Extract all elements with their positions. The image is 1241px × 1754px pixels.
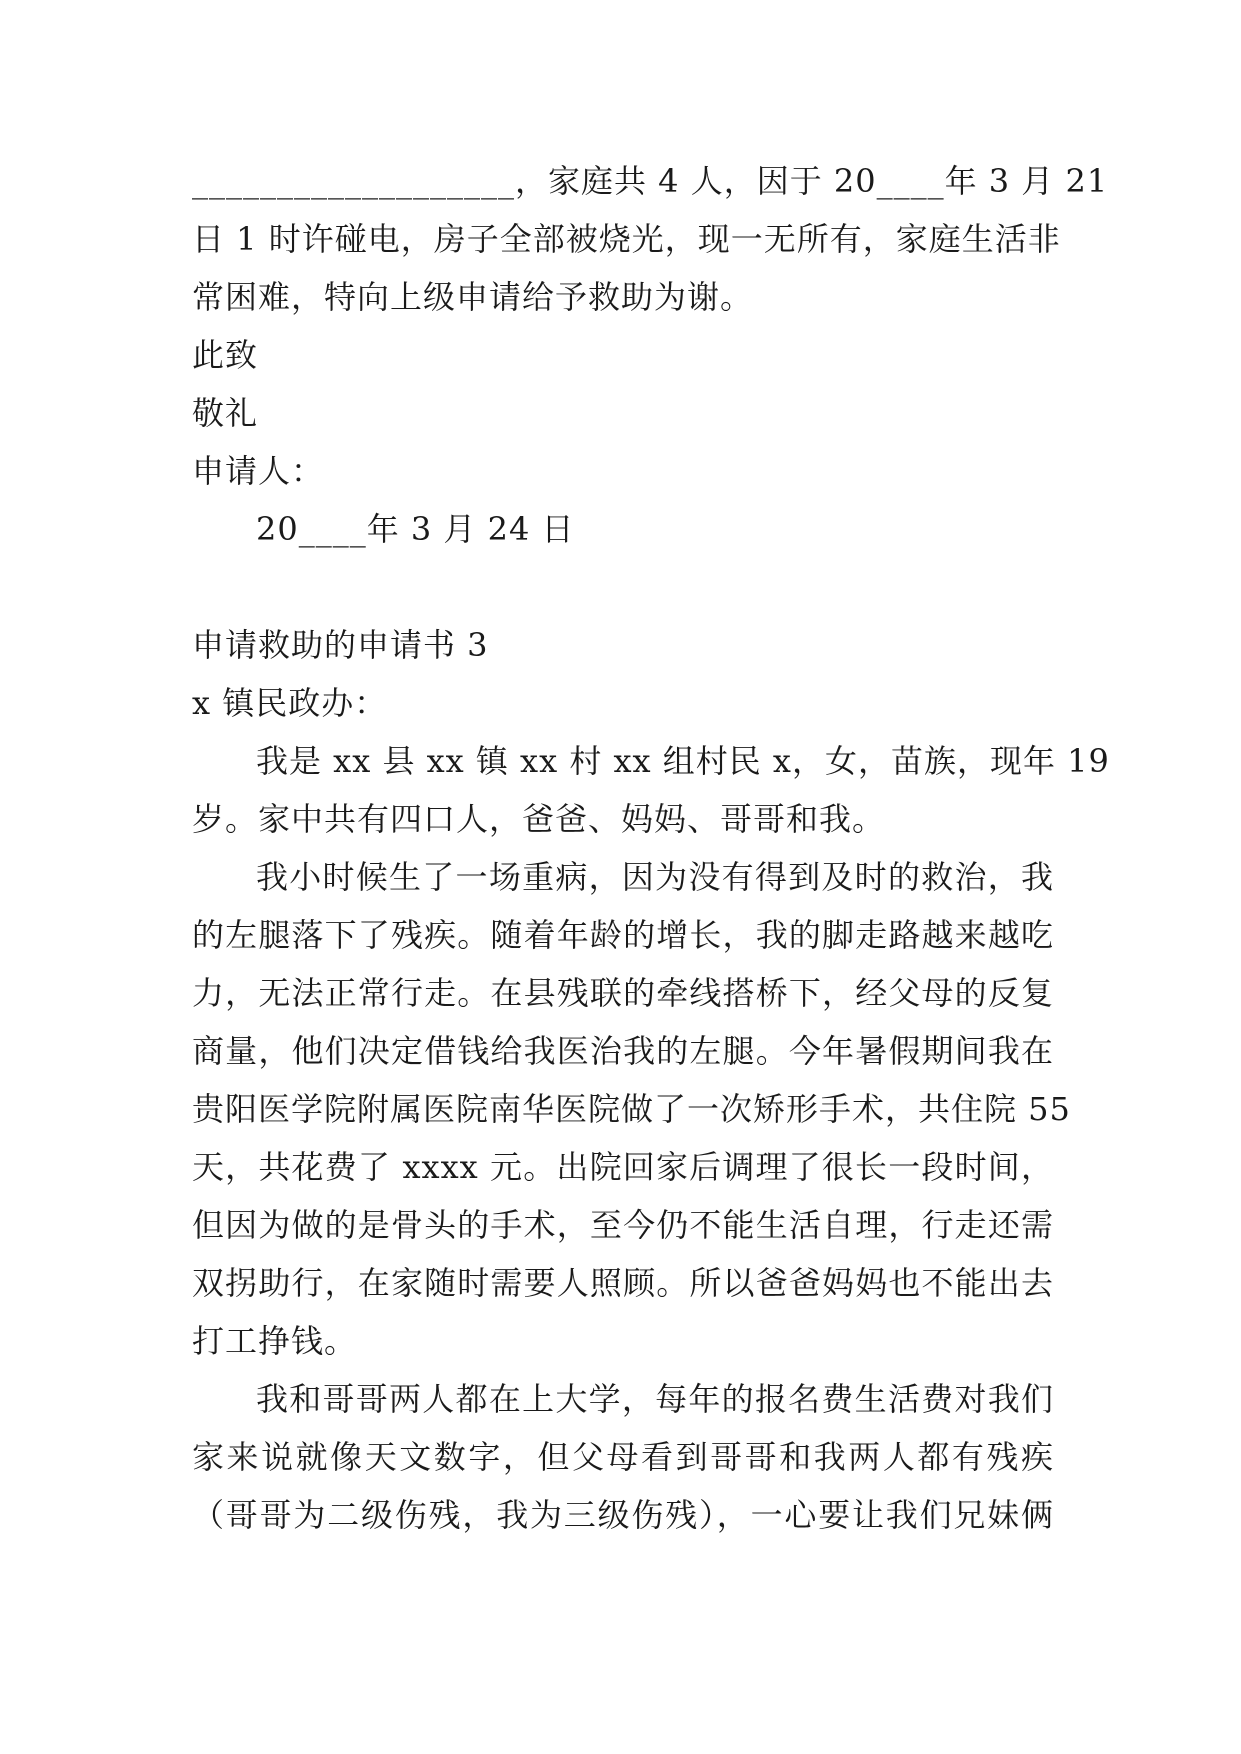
body-text-line: 我小时候生了一场重病，因为没有得到及时的救治，我 xyxy=(256,858,1054,896)
document-page xyxy=(192,152,1110,1544)
body-text-line: 的左腿落下了残疾。随着年龄的增长，我的脚走路越来越吃 xyxy=(192,916,1054,954)
body-text-line: 贵阳医学院附属医院南华医院做了一次矫形手术，共住院 55 xyxy=(192,1090,1071,1128)
body-text-line: ___________________，家庭共 4 人，因于 20____年 3 月 21 xyxy=(192,162,1109,200)
closing-salutation: 此致 xyxy=(192,336,259,374)
signature-date: 20____年 3 月 24 日 xyxy=(256,510,575,548)
section-title: 申请救助的申请书 3 xyxy=(192,626,489,664)
body-text-line: 双拐助行，在家随时需要人照顾。所以爸爸妈妈也不能出去 xyxy=(192,1264,1054,1302)
applicant-label: 申请人： xyxy=(192,452,325,490)
section-gap xyxy=(192,558,1054,616)
body-text-line: 力，无法正常行走。在县残联的牵线搭桥下，经父母的反复 xyxy=(192,974,1054,1012)
body-text-line: 日 1 时许碰电，房子全部被烧光，现一无所有，家庭生活非 xyxy=(192,220,1061,258)
body-text-line: 岁。家中共有四口人，爸爸、妈妈、哥哥和我。 xyxy=(192,800,886,838)
body-text-line: 家来说就像天文数字，但父母看到哥哥和我两人都有残疾 xyxy=(192,1438,1054,1476)
body-text-line: 但因为做的是骨头的手术，至今仍不能生活自理，行走还需 xyxy=(192,1206,1054,1244)
closing-regards: 敬礼 xyxy=(192,394,259,432)
addressee: x 镇民政办： xyxy=(192,684,388,722)
body-text-line: 我和哥哥两人都在上大学，每年的报名费生活费对我们 xyxy=(256,1380,1054,1418)
body-text-line: 商量，他们决定借钱给我医治我的左腿。今年暑假期间我在 xyxy=(192,1032,1054,1070)
body-text-line: 天，共花费了 xxxx 元。出院回家后调理了很长一段时间， xyxy=(192,1148,1054,1186)
body-text-line: 常困难，特向上级申请给予救助为谢。 xyxy=(192,278,754,316)
body-text-line: 打工挣钱。 xyxy=(192,1322,358,1360)
body-text-line: 我是 xx 县 xx 镇 xx 村 xx 组村民 x，女，苗族，现年 19 xyxy=(256,742,1110,780)
body-text-line: （哥哥为二级伤残，我为三级伤残），一心要让我们兄妹俩 xyxy=(192,1496,1054,1534)
